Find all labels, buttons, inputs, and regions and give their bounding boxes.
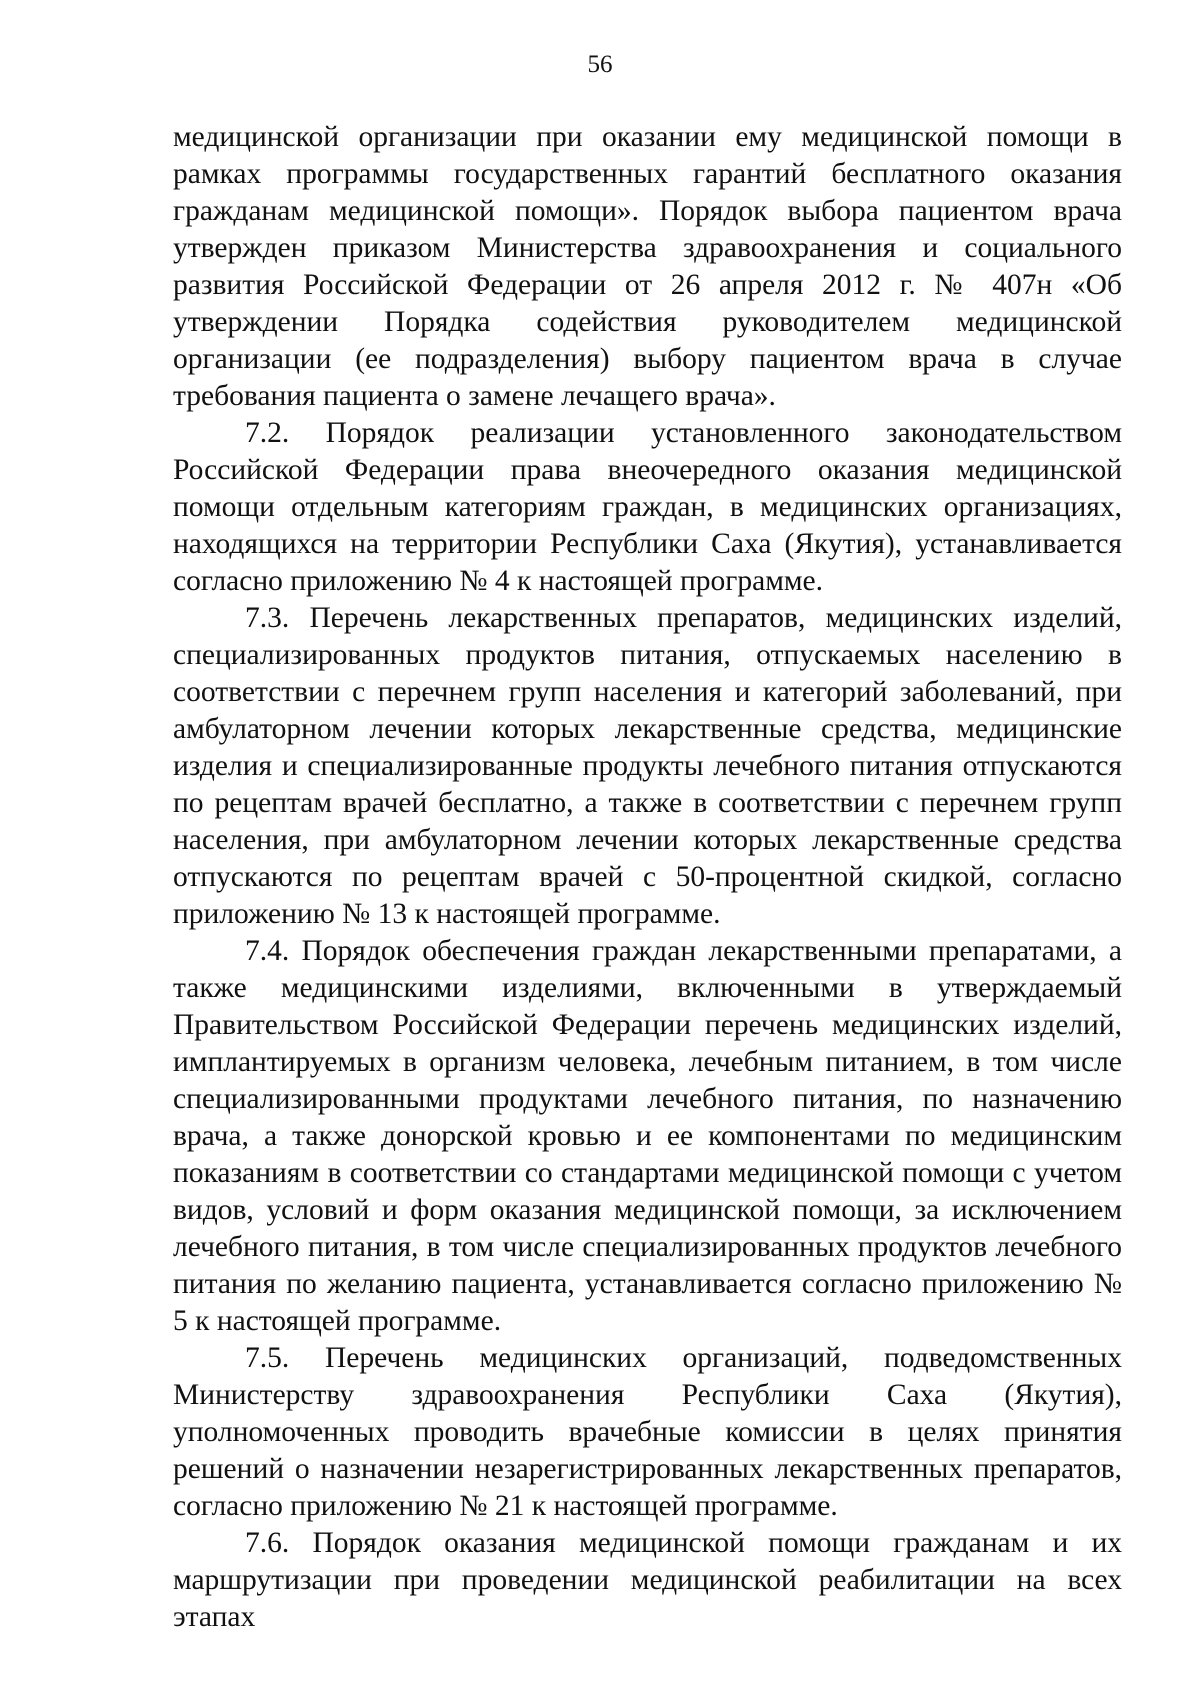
paragraph-7-4: 7.4. Порядок обеспечения граждан лекарственными препаратами, а также медицинскими изделиями, включенными в утверждаемый Правительством Российской Федерации перечень медицинских изделий, имплантируемых в организм человека, лечебным питанием, в том числе специализированными продуктами лечебного питания, по назначению врача, а также донорской кровью и ее компонентами по медицинским показаниям в соответствии со стандартами медицинской помощи с учетом видов, условий и форм оказания медицинской помощи, за исключением лечебного питания, в том числе специализированных продуктов лечебного питания по желанию пациента, устанавливается согласно приложению № 5 к настоящей программе.	[173, 935, 1122, 1337]
page-number: 56	[587, 51, 613, 78]
body-text	[173, 119, 1122, 1636]
paragraph-7-2: 7.2. Порядок реализации установленного законодательством Российской Федерации права внеочередного оказания медицинской помощи отдельным категориям граждан, в медицинских организациях, находящихся на территории Республики Саха (Якутия), устанавливается согласно приложению № 4 к настоящей программе.	[173, 417, 1122, 597]
paragraph-7-3: 7.3. Перечень лекарственных препаратов, медицинских изделий, специализированных продуктов питания, отпускаемых населению в соответствии с перечнем групп населения и категорий заболеваний, при амбулаторном лечении которых лекарственные средства, медицинские изделия и специализированные продукты лечебного питания отпускаются по рецептам врачей бесплатно, а также в соответствии с перечнем групп населения, при амбулаторном лечении которых лекарственные средства отпускаются по рецептам врачей с 50-процентной скидкой, согласно приложению № 13 к настоящей программе.	[173, 602, 1122, 930]
paragraph-7-5: 7.5. Перечень медицинских организаций, подведомственных Министерству здравоохранения Республики Саха (Якутия), уполномоченных проводить врачебные комиссии в целях принятия решений о назначении незарегистрированных лекарственных препаратов, согласно приложению № 21 к настоящей программе.	[173, 1342, 1122, 1522]
paragraph-7-6: 7.6. Порядок оказания медицинской помощи гражданам и их маршрутизации при проведении медицинской реабилитации на всех этапах	[173, 1527, 1122, 1633]
paragraph-continuation: медицинской организации при оказании ему медицинской помощи в рамках программы государственных гарантий бесплатного оказания гражданам медицинской помощи». Порядок выбора пациентом врача утвержден приказом Министерства здравоохранения и социального развития Российской Федерации от 26 апреля 2012 г. № 407н «Об утверждении Порядка содействия руководителем медицинской организации (ее подразделения) выбору пациентом врача в случае требования пациента о замене лечащего врача».	[173, 121, 1122, 412]
